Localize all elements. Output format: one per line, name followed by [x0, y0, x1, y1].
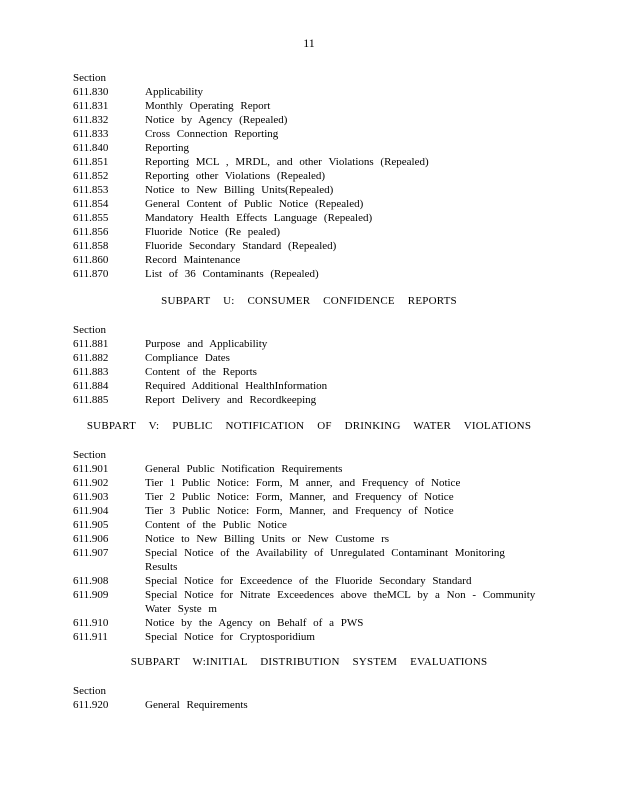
section-label: Section — [73, 685, 106, 697]
section-number: 611.904 — [73, 505, 109, 517]
section-title: Notice to New Billing Units(Repealed) — [145, 184, 334, 196]
section-number: 611.901 — [73, 463, 109, 475]
section-number: 611.852 — [73, 170, 109, 182]
section-entry — [73, 239, 543, 253]
section-number: 611.870 — [73, 268, 109, 280]
section-entry — [73, 155, 543, 169]
section-number: 611.858 — [73, 240, 109, 252]
section-entry — [73, 616, 543, 630]
section-entry — [73, 211, 543, 225]
section-entry — [73, 85, 543, 99]
section-entry — [73, 630, 543, 644]
section-entry — [73, 504, 543, 518]
section-title: Required Additional HealthInformation — [145, 380, 328, 392]
section-title: Report Delivery and Recordkeeping — [145, 394, 317, 406]
section-title: Special Notice of the Availability of Unregulated Contaminant Monitoring Results — [145, 547, 505, 573]
section-title: Notice by the Agency on Behalf of a PWS — [145, 617, 364, 629]
section-title: Reporting other Violations (Repealed) — [145, 170, 326, 182]
section-number: 611.855 — [73, 212, 109, 224]
section-number: 611.881 — [73, 338, 109, 350]
section-title: Compliance Dates — [145, 352, 230, 364]
section-entry — [73, 365, 543, 379]
section-number: 611.884 — [73, 380, 109, 392]
section-list-subpart-v — [73, 448, 543, 644]
section-number: 611.856 — [73, 226, 109, 238]
section-number: 611.903 — [73, 491, 109, 503]
section-title: Cross Connection Reporting — [145, 128, 279, 140]
section-title: Monthly Operating Report — [145, 100, 271, 112]
section-entry — [73, 337, 543, 351]
section-entry — [73, 253, 543, 267]
section-title: Fluoride Notice (Re pealed) — [145, 226, 281, 238]
section-title: Reporting MCL , MRDL, and other Violations (Repealed) — [145, 156, 429, 168]
section-number: 611.920 — [73, 699, 109, 711]
section-entry — [73, 141, 543, 155]
section-entry — [73, 574, 543, 588]
section-entry — [73, 532, 543, 546]
section-title: Tier 2 Public Notice: Form, Manner, and Frequency of Notice — [145, 491, 454, 503]
section-title: Special Notice for Exceedence of the Fluoride Secondary Standard — [145, 575, 472, 587]
section-title: General Public Notification Requirements — [145, 463, 343, 475]
section-title: Reporting — [145, 142, 189, 154]
section-number: 611.883 — [73, 366, 109, 378]
section-title: Notice to New Billing Units or New Custome rs — [145, 533, 390, 545]
section-title: Mandatory Health Effects Language (Repealed) — [145, 212, 373, 224]
subpart-v-heading: SUBPART V: PUBLIC NOTIFICATION OF DRINKING WATER VIOLATIONS — [86, 420, 532, 432]
section-number: 611.840 — [73, 142, 109, 154]
section-title: Content of the Public Notice — [145, 519, 287, 531]
section-title: Special Notice for Cryptosporidium — [145, 631, 315, 643]
section-entry — [73, 462, 543, 476]
section-entry — [73, 698, 543, 712]
section-entry — [73, 393, 543, 407]
section-number: 611.831 — [73, 100, 109, 112]
section-entry — [73, 113, 543, 127]
section-entry — [73, 476, 543, 490]
section-title: Fluoride Secondary Standard (Repealed) — [145, 240, 337, 252]
section-label: Section — [73, 449, 106, 461]
section-entry — [73, 225, 543, 239]
section-number: 611.851 — [73, 156, 109, 168]
section-number: 611.830 — [73, 86, 109, 98]
section-title: List of 36 Contaminants (Repealed) — [145, 268, 319, 280]
section-number: 611.907 — [73, 547, 109, 559]
section-entry — [73, 183, 543, 197]
section-entry — [73, 351, 543, 365]
section-title: General Content of Public Notice (Repealed) — [145, 198, 364, 210]
section-entry — [73, 99, 543, 113]
section-number: 611.902 — [73, 477, 109, 489]
section-number: 611.885 — [73, 394, 109, 406]
section-number: 611.832 — [73, 114, 109, 126]
section-number: 611.905 — [73, 519, 109, 531]
section-number: 611.910 — [73, 617, 109, 629]
section-entry — [73, 490, 543, 504]
section-entry — [73, 518, 543, 532]
section-entry — [73, 546, 543, 574]
section-entry — [73, 169, 543, 183]
section-list-subpart-w — [73, 684, 543, 712]
section-number: 611.882 — [73, 352, 109, 364]
subpart-w-heading: SUBPART W:INITIAL DISTRIBUTION SYSTEM EVALUATIONS — [130, 656, 488, 668]
section-title: Applicability — [145, 86, 204, 98]
section-number: 611.906 — [73, 533, 109, 545]
section-label: Section — [73, 72, 106, 84]
section-number: 611.833 — [73, 128, 109, 140]
section-title: Content of the Reports — [145, 366, 257, 378]
section-number: 611.860 — [73, 254, 109, 266]
section-list-subpart-t — [73, 71, 543, 281]
section-title: Purpose and Applicability — [145, 338, 268, 350]
section-title: Record Maintenance — [145, 254, 241, 266]
section-title: Tier 3 Public Notice: Form, Manner, and Frequency of Notice — [145, 505, 454, 517]
subpart-u-heading: SUBPART U: CONSUMER CONFIDENCE REPORTS — [161, 295, 457, 307]
section-number: 611.908 — [73, 575, 109, 587]
section-title: Notice by Agency (Repealed) — [145, 114, 288, 126]
section-title: General Requirements — [145, 699, 248, 711]
section-label: Section — [73, 324, 106, 336]
section-number: 611.853 — [73, 184, 109, 196]
page-number: 11 — [303, 36, 315, 50]
section-title: Special Notice for Nitrate Exceedences above theMCL by a Non - Community Water Syste m — [145, 589, 536, 615]
section-title: Tier 1 Public Notice: Form, M anner, and Frequency of Notice — [145, 477, 461, 489]
section-entry — [73, 588, 543, 616]
section-entry — [73, 379, 543, 393]
section-number: 611.854 — [73, 198, 109, 210]
section-number: 611.909 — [73, 589, 109, 601]
section-list-subpart-u — [73, 323, 543, 407]
section-entry — [73, 267, 543, 281]
section-number: 611.911 — [73, 631, 108, 643]
section-entry — [73, 127, 543, 141]
section-entry — [73, 197, 543, 211]
